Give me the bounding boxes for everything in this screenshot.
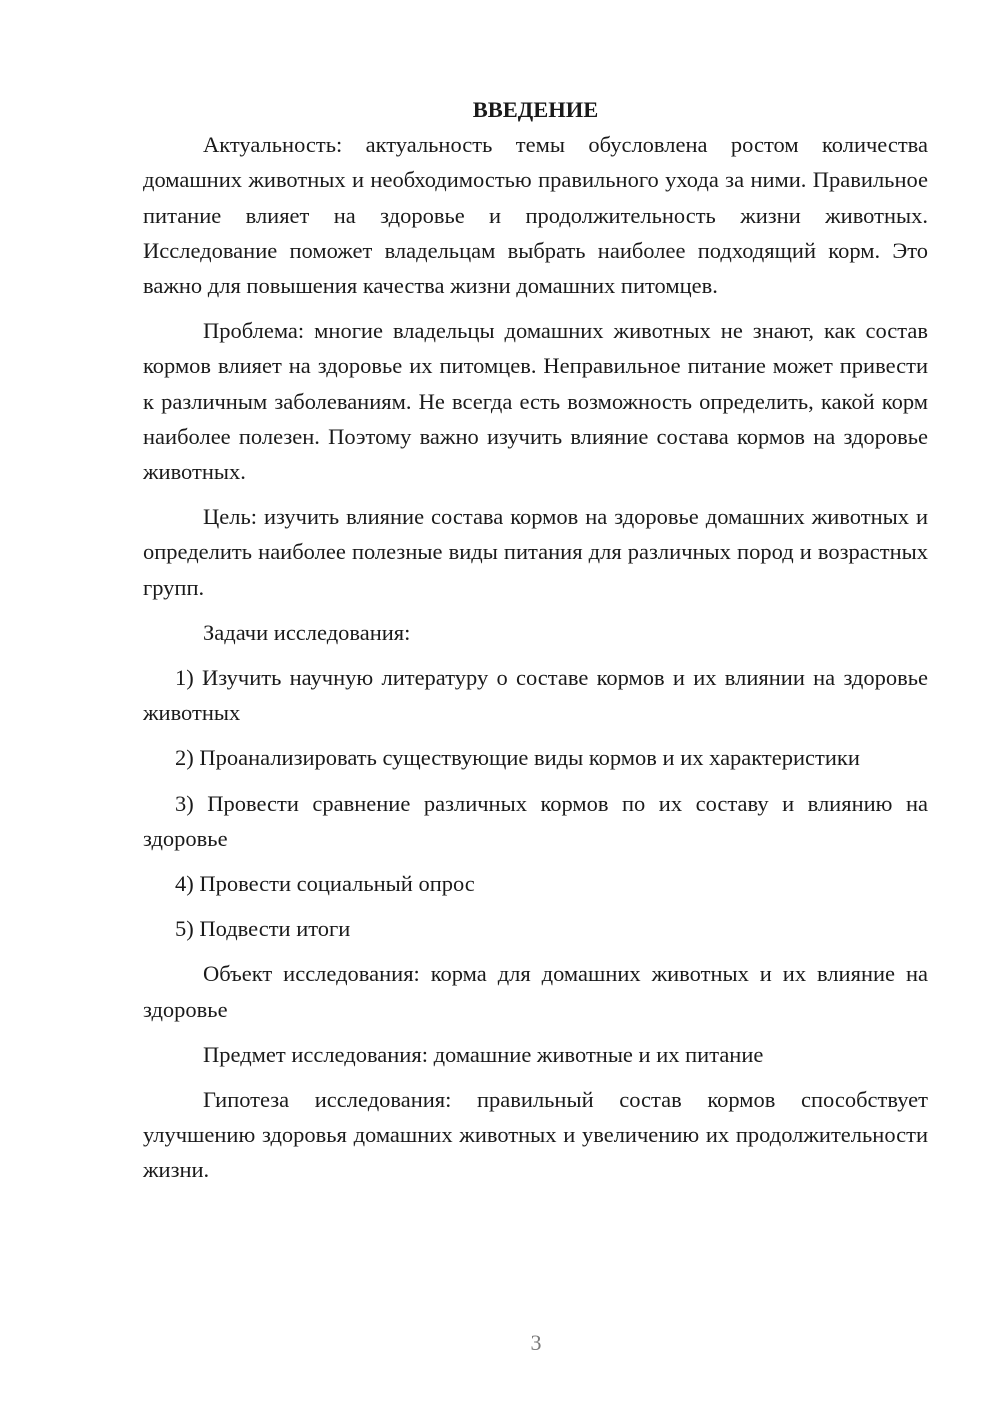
relevance-paragraph: Актуальность: актуальность темы обусловлена ростом количества домашних животных и необходимостью правильного ухода за ними. Правильное питание влияет на здоровье и продолжительность жизни животных. Исследование поможет владельцам выбрать наиболее подходящий корм. Это важно для повышения качества жизни домашних питомцев. — [143, 132, 928, 299]
task-item-1: 1) Изучить научную литературу о составе кормов и их влиянии на здоровье животных — [143, 665, 928, 726]
page-body — [143, 92, 928, 1198]
task-item-5: 5) Подвести итоги — [175, 916, 351, 942]
object-paragraph: Объект исследования: корма для домашних животных и их влияние на здоровье — [143, 961, 928, 1022]
tasks-heading: Задачи исследования: — [203, 619, 411, 645]
problem-paragraph: Проблема: многие владельцы домашних животных не знают, как состав кормов влияет на здоровье их питомцев. Неправильное питание может привести к различным заболеваниям. Не всегда есть возможность определить, какой корм наиболее полезен. Поэтому важно изучить влияние состава кормов на здоровье животных. — [143, 318, 928, 485]
page-number: 3 — [530, 1330, 542, 1355]
task-item-3: 3) Провести сравнение различных кормов по их составу и влиянию на здоровье — [143, 790, 928, 851]
task-item-2: 2) Проанализировать существующие виды кормов и их характеристики — [175, 745, 860, 771]
section-title: ВВЕДЕНИЕ — [472, 97, 599, 122]
task-item-4: 4) Провести социальный опрос — [175, 871, 475, 897]
goal-paragraph: Цель: изучить влияние состава кормов на здоровье домашних животных и определить наиболее полезные виды питания для различных пород и возрастных групп. — [143, 504, 928, 600]
hypothesis-paragraph: Гипотеза исследования: правильный состав кормов способствует улучшению здоровья домашних животных и увеличению их продолжительности жизни. — [143, 1087, 928, 1183]
subject-paragraph: Предмет исследования: домашние животные и их питание — [203, 1041, 764, 1067]
